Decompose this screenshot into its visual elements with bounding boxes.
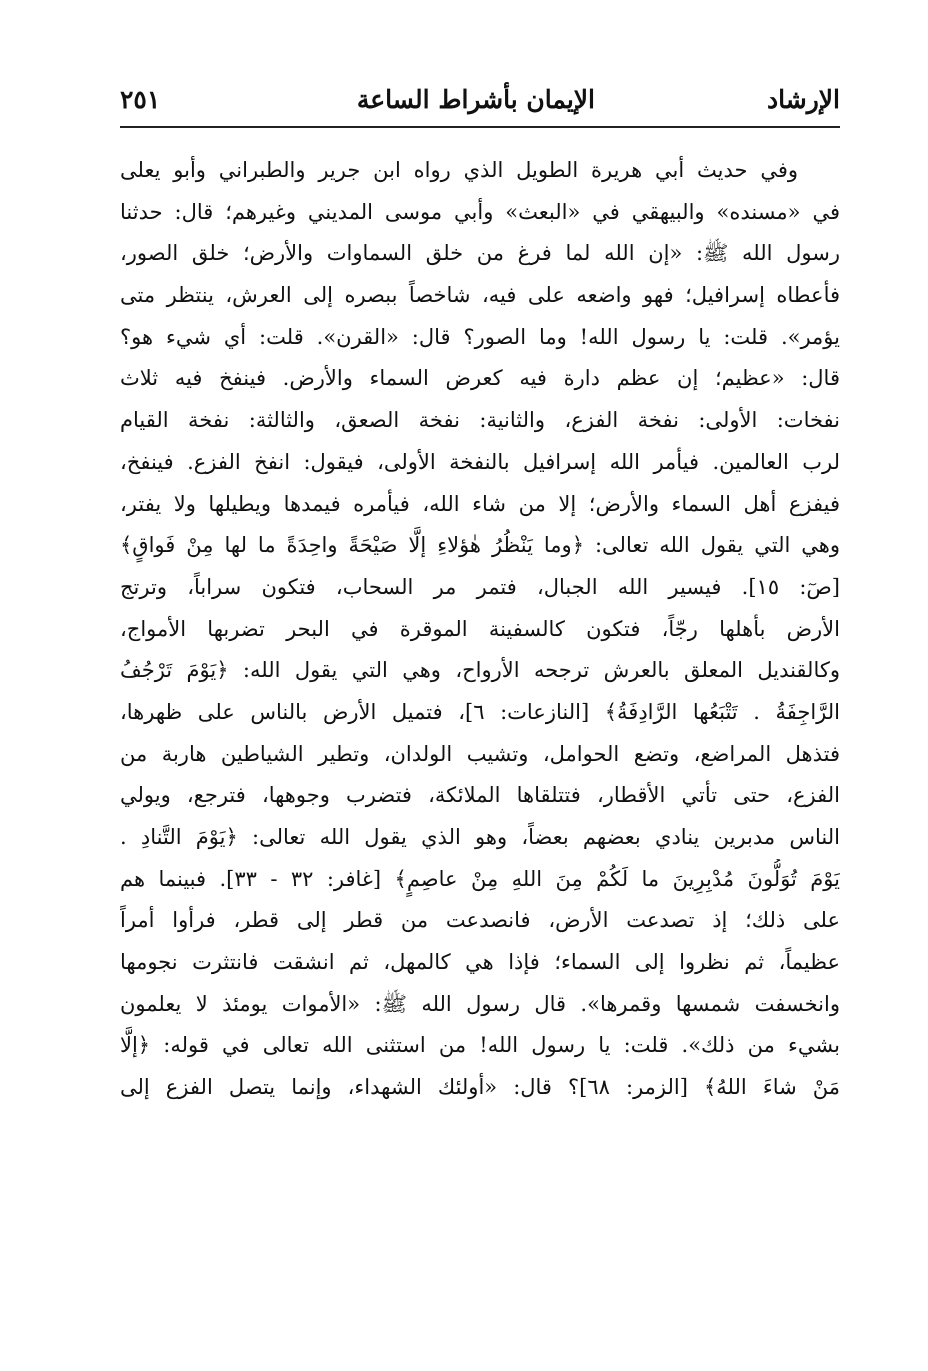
text-line: فأعطاه إسرافيل؛ فهو واضعه على فيه، شاخصاً ببصره إلى العرش، ينتظر متى — [120, 283, 840, 308]
text-line: يؤمر». قلت: يا رسول الله! وما الصور؟ قال: «القرن». قلت: أي شيء هو؟ — [120, 324, 840, 349]
text-line: على ذلك؛ إذ تصدعت الأرض، فانصدعت من قطر إلى قطر، فرأوا أمراً — [120, 908, 840, 933]
text-line: قال: «عظيم؛ إن عظم دارة فيه كعرض السماء والأرض. فينفخ فيه ثلاث — [120, 366, 840, 391]
text-line: فيفزع أهل السماء والأرض؛ إلا من شاء الله، فيأمره فيمدها ويطيلها ولا يفتر، — [120, 491, 840, 516]
text-line: مَنْ شاءَ اللهُ﴾ [الزمر: ٦٨]؟ قال: «أولئك الشهداء، وإنما يتصل الفزع إلى — [120, 1075, 840, 1100]
text-line: وانخسفت شمسها وقمرها». قال رسول الله ﷺ: «الأموات يومئذ لا يعلمون — [120, 991, 840, 1016]
chapter-title: الإيمان بأشراط الساعة — [356, 85, 595, 114]
page-number: ٢٥١ — [120, 85, 161, 114]
text-line: في «مسنده» والبيهقي في «البعث» وأبي موسى المديني وغيرهم؛ قال: حدثنا — [120, 199, 840, 224]
text-line: يَوْمَ تُوَلُّونَ مُدْبِرِينَ ما لَكُمْ مِنَ اللهِ مِنْ عاصِمٍ﴾ [غافر: ٣٢ - ٣٣]. فبينما هم — [120, 866, 840, 891]
text-line: بشيء من ذلك». قلت: يا رسول الله! من استثنى الله تعالى في قوله: ﴿إلَّا — [120, 1033, 840, 1058]
header-divider — [120, 126, 840, 128]
text-line: فتذهل المراضع، وتضع الحوامل، وتشيب الولدان، وتطير الشياطين هاربة من — [120, 741, 840, 766]
text-line: وكالقنديل المعلق بالعرش ترجحه الأرواح، وهي التي يقول الله: ﴿يَوْمَ تَرْجُفُ — [120, 658, 840, 683]
text-line: الأرض بأهلها رجّاً، فتكون كالسفينة الموقرة في البحر تضربها الأمواج، — [120, 616, 840, 641]
text-line: [صٓ: ١٥]. فيسير الله الجبال، فتمر مر السحاب، فتكون سراباً، وترتج — [120, 574, 840, 599]
text-line: نفخات: الأولى: نفخة الفزع، والثانية: نفخة الصعق، والثالثة: نفخة القيام — [120, 408, 840, 433]
text-line: وفي حديث أبي هريرة الطويل الذي رواه ابن جرير والطبراني وأبو يعلى — [120, 158, 798, 182]
text-line: الفزع، حتى تأتي الأقطار، فتتلقاها الملائكة، فتضرب وجوهها، فترجع، ويولي — [120, 783, 840, 808]
text-line: رسول الله ﷺ: «إن الله لما فرغ من خلق السماوات والأرض؛ خلق الصور، — [120, 241, 840, 266]
text-line: عظيماً، ثم نظروا إلى السماء؛ فإذا هي كالمهل، ثم انشقت فانتثرت نجومها — [120, 950, 840, 975]
body-text — [120, 150, 840, 1109]
text-line: الرَّاجِفَةُ . تَتْبَعُها الرَّادِفَةُ﴾ [النازعات: ٦]، فتميل الأرض بالناس على ظهرها، — [120, 699, 840, 724]
book-title: الإرشاد — [767, 85, 840, 114]
text-line: الناس مدبرين ينادي بعضهم بعضاً، وهو الذي يقول الله تعالى: ﴿يَوْمَ التَّنادِ . — [120, 825, 840, 849]
running-header — [120, 78, 840, 122]
text-line: وهي التي يقول الله تعالى: ﴿وما يَنْظُرُ هٰؤلاءِ إلَّا صَيْحَةً واحِدَةً ما لها مِنْ فَواقٍ﴾ — [120, 533, 840, 558]
text-line: لرب العالمين. فيأمر الله إسرافيل بالنفخة الأولى، فيقول: انفخ الفزع. فينفخ، — [120, 449, 840, 474]
